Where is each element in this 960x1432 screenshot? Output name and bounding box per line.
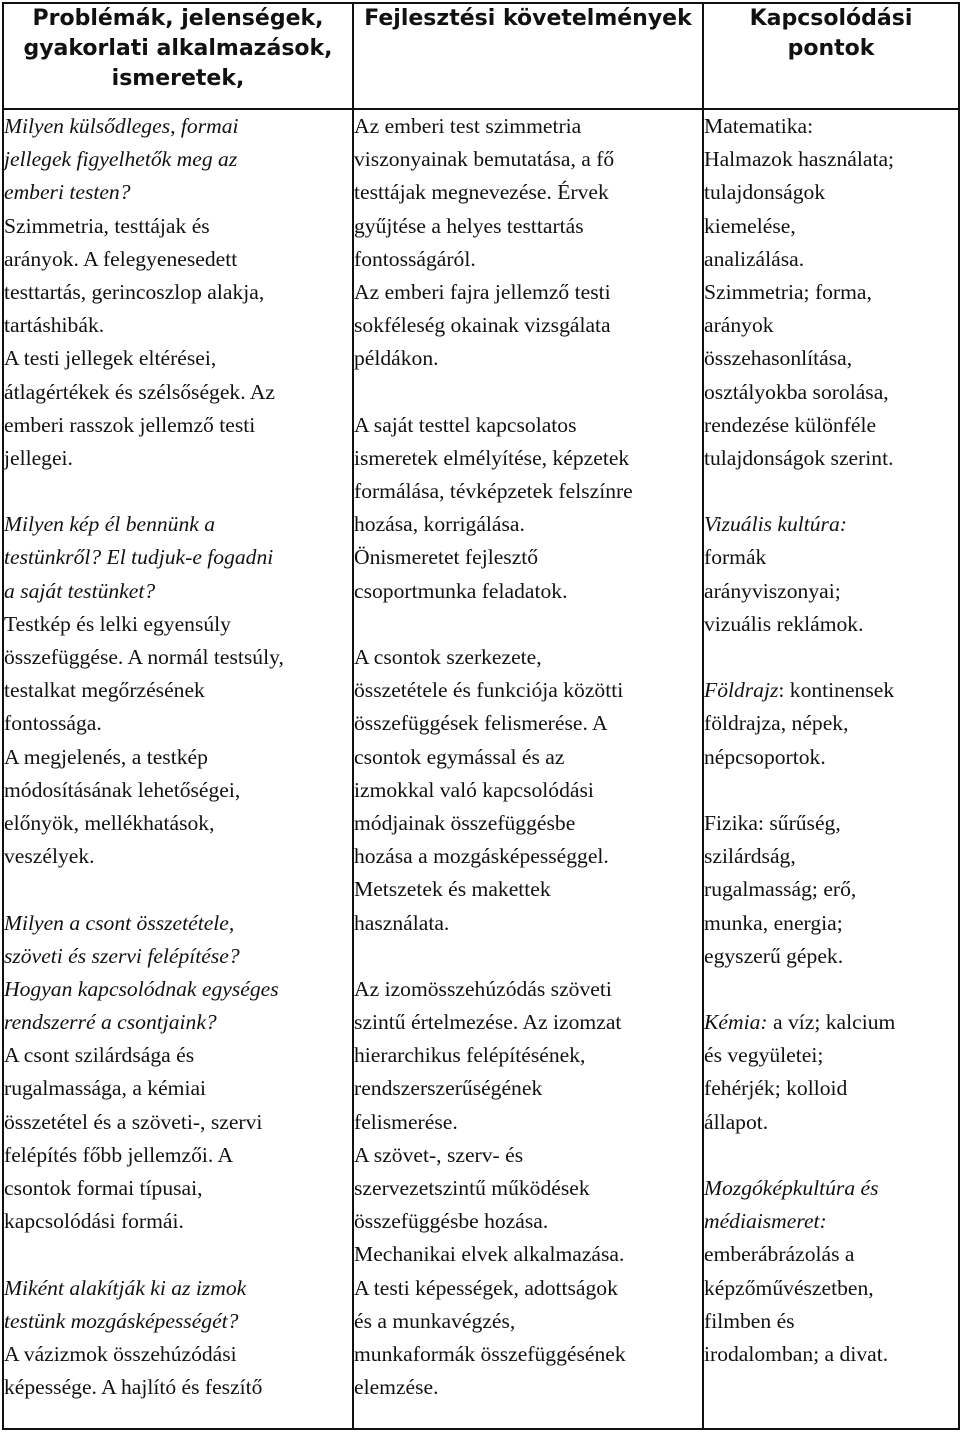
col3-text-line — [704, 1172, 958, 1205]
col1-text-line — [4, 143, 352, 176]
col1-text-line — [4, 508, 352, 541]
col1-text-line — [4, 176, 352, 209]
plain-text: népcsoportok. — [704, 744, 826, 769]
col2-text-line — [354, 1072, 702, 1105]
col2-text-line — [354, 309, 702, 342]
col2-text-line — [354, 807, 702, 840]
plain-text: tulajdonságok — [704, 180, 826, 205]
plain-text: szintű értelmezése. Az izomzat — [354, 1010, 622, 1035]
col2-text-line — [354, 475, 702, 508]
plain-text: A vázizmok összehúzódási — [4, 1341, 237, 1366]
curriculum-table — [2, 2, 960, 1430]
plain-text: fehérjék; kolloid — [704, 1076, 848, 1101]
plain-text: Fizika: sűrűség, — [704, 810, 841, 835]
col2-text-line — [354, 1272, 702, 1305]
col2-text-line — [354, 674, 702, 707]
col2-text-line — [354, 1106, 702, 1139]
plain-text: izmokkal való kapcsolódási — [354, 777, 594, 802]
col1-text-line — [4, 1338, 352, 1371]
col2-text-line — [354, 641, 702, 674]
plain-text: A saját testtel kapcsolatos — [354, 412, 577, 437]
col2-text-line — [354, 143, 702, 176]
plain-text: tartáshibák. — [4, 313, 105, 338]
italic-text: emberi testen? — [4, 180, 131, 205]
plain-text: formák — [704, 545, 767, 570]
requirements-column — [353, 109, 703, 1429]
col1-text-line — [4, 442, 352, 475]
col3-text-line — [704, 575, 958, 608]
col1-text-line — [4, 1039, 352, 1072]
plain-text: Halmazok használata; — [704, 147, 895, 172]
plain-text: sokféleség okainak vizsgálata — [354, 313, 611, 338]
plain-text: összetétele és funkciója közötti — [354, 678, 624, 703]
italic-text: szöveti és szervi felépítése? — [4, 943, 240, 968]
plain-text: A testi képességek, adottságok — [354, 1275, 618, 1300]
paragraph-gap — [704, 774, 958, 807]
plain-text: képzőművészetben, — [704, 1275, 874, 1300]
plain-text: hierarchikus felépítésének, — [354, 1043, 586, 1068]
plain-text: csontok formai típusai, — [4, 1176, 203, 1200]
plain-text: arányok. A felegyenesedett — [4, 246, 238, 271]
col3-text-line — [704, 210, 958, 243]
paragraph-gap — [354, 940, 702, 973]
col2-text-line — [354, 243, 702, 276]
italic-text: rendszerré a csontjaink? — [4, 1010, 217, 1035]
plain-text: arányviszonyai; — [704, 578, 841, 603]
connections-column — [703, 109, 959, 1429]
col1-text-line — [4, 1305, 352, 1338]
col2-text-line — [354, 741, 702, 774]
plain-text: előnyök, mellékhatások, — [4, 810, 215, 835]
plain-text: A megjelenés, a testkép — [4, 744, 208, 769]
col3-text-line — [704, 1338, 958, 1371]
col3-text-line — [704, 541, 958, 574]
italic-text: jellegek figyelhetők meg az — [4, 147, 238, 172]
italic-text: Milyen a csont összetétele, — [4, 910, 235, 935]
col3-text-line — [704, 309, 958, 342]
plain-text: tulajdonságok szerint. — [704, 445, 894, 470]
col1-text-line — [4, 243, 352, 276]
col1-text-line — [4, 741, 352, 774]
col3-text-line — [704, 409, 958, 442]
col2-text-line — [354, 541, 702, 574]
col2-text-line — [354, 774, 702, 807]
plain-text: jellegei. — [4, 445, 73, 470]
col3-text-line — [704, 907, 958, 940]
col1-text-line — [4, 575, 352, 608]
plain-text: módjainak összefüggésbe — [354, 810, 576, 835]
plain-text: osztályokba sorolása, — [704, 379, 889, 404]
plain-text: kapcsolódási formái. — [4, 1209, 184, 1234]
content-row — [3, 109, 959, 1429]
col3-text-line — [704, 143, 958, 176]
col1-text-line — [4, 1205, 352, 1238]
header-problems-line: gyakorlati alkalmazások, — [23, 36, 333, 61]
header-problems-line: Problémák, jelenségek, — [32, 6, 324, 31]
col1-text-line — [4, 342, 352, 375]
col1-text-line — [4, 1371, 352, 1404]
plain-text: Mechanikai elvek alkalmazása. — [354, 1242, 625, 1267]
col3-text-line — [704, 741, 958, 774]
plain-text: Önismeretet fejlesztő — [354, 545, 539, 570]
italic-text: Vizuális kultúra: — [704, 512, 847, 537]
plain-text: felépítés főbb jellemzői. A — [4, 1142, 234, 1167]
plain-text: Testkép és lelki egyensúly — [4, 611, 231, 636]
col2-text-line — [354, 1371, 702, 1404]
paragraph-gap — [4, 873, 352, 906]
col2-text-line — [354, 873, 702, 906]
plain-text: összehasonlítása, — [704, 346, 853, 371]
plain-text: Az emberi test szimmetria — [354, 114, 582, 138]
col3-text-line — [704, 1305, 958, 1338]
plain-text: példákon. — [354, 346, 439, 371]
col1-text-line — [4, 541, 352, 574]
col3-text-line — [704, 1205, 958, 1238]
plain-text: Szimmetria, testtájak és — [4, 213, 210, 238]
col1-text-line — [4, 1139, 352, 1172]
paragraph-gap — [704, 1139, 958, 1172]
plain-text: munka, energia; — [704, 910, 843, 935]
col2-text-line — [354, 1139, 702, 1172]
col1-text-line — [4, 1172, 352, 1205]
italic-text: Hogyan kapcsolódnak egységes — [4, 976, 279, 1001]
plain-text: összefüggése. A normál testsúly, — [4, 645, 284, 669]
italic-text: testünkről? El tudjuk-e fogadni — [4, 545, 274, 570]
problems-column — [3, 109, 353, 1429]
col2-text-line — [354, 707, 702, 740]
plain-text: Szimmetria; forma, — [704, 279, 872, 304]
col3-text-line — [704, 807, 958, 840]
header-problems-line: ismeretek, — [111, 66, 245, 91]
header-problems — [3, 3, 353, 109]
col1-text-line — [4, 1006, 352, 1039]
plain-text: rugalmasság; erő, — [704, 877, 857, 902]
col2-text-line — [354, 176, 702, 209]
plain-text: fontossága. — [4, 711, 102, 736]
plain-text: A csont szilárdsága és — [4, 1043, 195, 1068]
plain-text: testalkat megőrzésének — [4, 678, 205, 703]
col2-text-line — [354, 110, 702, 143]
header-row — [3, 3, 959, 109]
plain-text: rendezése különféle — [704, 412, 877, 437]
plain-text: Az emberi fajra jellemző testi — [354, 279, 611, 304]
col1-text-line — [4, 907, 352, 940]
col2-text-line — [354, 840, 702, 873]
col3-text-line — [704, 1106, 958, 1139]
plain-text: fontosságáról. — [354, 246, 476, 271]
paragraph-gap — [704, 475, 958, 508]
paragraph-gap — [704, 641, 958, 674]
plain-text: A csontok szerkezete, — [354, 645, 542, 669]
plain-text: Az izomösszehúzódás szöveti — [354, 976, 612, 1001]
col1-text-line — [4, 409, 352, 442]
col3-text-line — [704, 608, 958, 641]
col2-text-line — [354, 1205, 702, 1238]
col2-text-line — [354, 409, 702, 442]
plain-text: ismeretek elmélyítése, képzetek — [354, 445, 630, 470]
italic-text: Miként alakítják ki az izmok — [4, 1275, 247, 1300]
italic-text: Mozgóképkultúra és — [704, 1176, 879, 1200]
plain-text: emberábrázolás a — [704, 1242, 855, 1267]
col3-text-line — [704, 376, 958, 409]
col2-text-line — [354, 973, 702, 1006]
plain-text: emberi rasszok jellemző testi — [4, 412, 256, 437]
plain-text: és a munkavégzés, — [354, 1308, 516, 1333]
col3-text-line — [704, 1238, 958, 1271]
col3-text-line — [704, 840, 958, 873]
plain-text: rugalmassága, a kémiai — [4, 1076, 207, 1101]
col3-text-line — [704, 873, 958, 906]
col2-text-line — [354, 907, 702, 940]
header-connections: Kapcsolódási pontok — [703, 3, 959, 109]
col1-text-line — [4, 1072, 352, 1105]
col2-text-line — [354, 210, 702, 243]
paragraph-gap — [354, 608, 702, 641]
col1-text-line — [4, 276, 352, 309]
plain-text: hozása, korrigálása. — [354, 512, 525, 537]
col3-text-line — [704, 1272, 958, 1305]
italic-text: testünk mozgásképességét? — [4, 1308, 239, 1333]
col1-text-line — [4, 376, 352, 409]
plain-text: gyűjtése a helyes testtartás — [354, 213, 584, 238]
col3-text-line — [704, 243, 958, 276]
plain-text: és vegyületei; — [704, 1043, 824, 1068]
plain-text: : kontinensek — [778, 678, 895, 703]
plain-text: analizálása. — [704, 246, 805, 271]
plain-text: szilárdság, — [704, 844, 796, 869]
plain-text: képessége. A hajlító és feszítő — [4, 1375, 263, 1400]
col1-text-line — [4, 807, 352, 840]
plain-text: arányok — [704, 313, 774, 338]
col3-text-line — [704, 1039, 958, 1072]
plain-text: testtartás, gerincoszlop alakja, — [4, 279, 265, 304]
italic-text: a saját testünket? — [4, 578, 156, 603]
italic-text: médiaismeret: — [704, 1209, 827, 1234]
col1-text-line — [4, 774, 352, 807]
paragraph-gap — [354, 376, 702, 409]
plain-text: Metszetek és makettek — [354, 877, 551, 902]
plain-text: filmben és — [704, 1308, 795, 1333]
plain-text: munkaformák összefüggésének — [354, 1341, 626, 1366]
col3-text-line — [704, 1072, 958, 1105]
plain-text: használata. — [354, 910, 450, 935]
italic-text: Milyen kép él bennünk a — [4, 512, 216, 537]
col2-text-line — [354, 1338, 702, 1371]
col2-text-line — [354, 342, 702, 375]
col3-text-line — [704, 940, 958, 973]
plain-text: átlagértékek és szélsőségek. Az — [4, 379, 276, 404]
plain-text: összefüggések felismerése. A — [354, 711, 608, 736]
col1-text-line — [4, 940, 352, 973]
col1-text-line — [4, 309, 352, 342]
plain-text: csontok egymással és az — [354, 744, 565, 769]
plain-text: rendszerszerűségének — [354, 1076, 543, 1101]
col3-text-line — [704, 1006, 958, 1039]
col2-text-line — [354, 1172, 702, 1205]
col2-text-line — [354, 1238, 702, 1271]
plain-text: veszélyek. — [4, 844, 95, 869]
paragraph-gap — [4, 1238, 352, 1271]
italic-text: Földrajz — [704, 678, 779, 703]
col2-text-line — [354, 442, 702, 475]
plain-text: vizuális reklámok. — [704, 611, 864, 636]
plain-text: állapot. — [704, 1109, 769, 1134]
paragraph-gap — [4, 475, 352, 508]
col1-text-line — [4, 1272, 352, 1305]
col1-text-line — [4, 641, 352, 674]
italic-text: Milyen külsődleges, formai — [4, 114, 239, 138]
plain-text: irodalomban; a divat. — [704, 1341, 889, 1366]
plain-text: kiemelése, — [704, 213, 796, 238]
col3-text-line — [704, 442, 958, 475]
header-requirements: Fejlesztési követelmények — [353, 3, 703, 109]
plain-text: földrajza, népek, — [704, 711, 849, 736]
plain-text: viszonyainak bemutatása, a fő — [354, 147, 615, 172]
plain-text: elemzése. — [354, 1375, 439, 1400]
plain-text: összetétel és a szöveti-, szervi — [4, 1109, 263, 1134]
plain-text: testtájak megnevezése. Érvek — [354, 180, 609, 205]
plain-text: formálása, tévképzetek felszínre — [354, 479, 633, 504]
plain-text: hozása a mozgásképességgel. — [354, 844, 609, 869]
plain-text: A szövet-, szerv- és — [354, 1142, 524, 1167]
col2-text-line — [354, 1006, 702, 1039]
col1-text-line — [4, 973, 352, 1006]
col3-text-line — [704, 707, 958, 740]
paragraph-gap — [704, 973, 958, 1006]
plain-text: összefüggésbe hozása. — [354, 1209, 549, 1234]
col1-text-line — [4, 840, 352, 873]
col1-text-line — [4, 608, 352, 641]
col3-text-line — [704, 276, 958, 309]
col2-text-line — [354, 508, 702, 541]
col2-text-line — [354, 1039, 702, 1072]
plain-text: egyszerű gépek. — [704, 943, 844, 968]
plain-text: felismerése. — [354, 1109, 458, 1134]
col3-text-line — [704, 508, 958, 541]
col1-text-line — [4, 210, 352, 243]
col3-text-line — [704, 110, 958, 143]
col2-text-line — [354, 276, 702, 309]
col1-text-line — [4, 707, 352, 740]
plain-text: A testi jellegek eltérései, — [4, 346, 217, 371]
col2-text-line — [354, 575, 702, 608]
col3-text-line — [704, 674, 958, 707]
plain-text: szervezetszintű működések — [354, 1176, 590, 1200]
col3-text-line — [704, 342, 958, 375]
plain-text: Matematika: — [704, 114, 814, 138]
italic-text: Kémia: — [704, 1010, 768, 1035]
col1-text-line — [4, 1106, 352, 1139]
col1-text-line — [4, 110, 352, 143]
plain-text: csoportmunka feladatok. — [354, 578, 568, 603]
col1-text-line — [4, 674, 352, 707]
col2-text-line — [354, 1305, 702, 1338]
plain-text: módosításának lehetőségei, — [4, 777, 241, 802]
col3-text-line — [704, 176, 958, 209]
plain-text: a víz; kalcium — [767, 1010, 896, 1035]
